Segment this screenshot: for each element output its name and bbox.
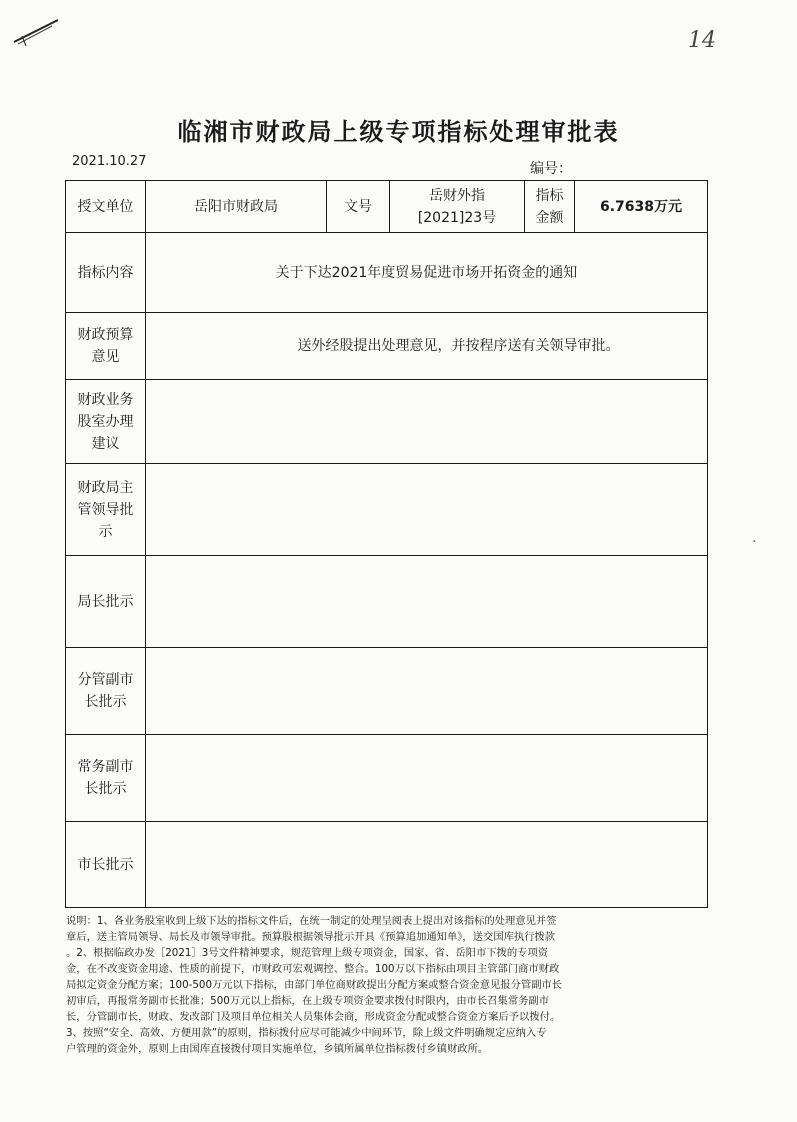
label-line: 示 (98, 523, 113, 540)
form-row (66, 735, 708, 822)
form-row (66, 648, 708, 735)
note-line: 3、按照“安全、高效、方便用款”的原则，指标拨付应尽可能减少中间环节，除上级文件明确规定应纳入专 (66, 1027, 547, 1039)
mayor-label (66, 822, 146, 908)
budget-opinion-value: 送外经股提出处理意见，并按程序送有关领导审批。 (146, 313, 708, 380)
budget-opinion-label (66, 313, 146, 380)
mayor-value (146, 822, 708, 908)
issuer-row (66, 181, 708, 233)
finance-leader-value (146, 464, 708, 556)
scan-corner-mark (12, 14, 62, 48)
business-dept-value (146, 380, 708, 464)
finance-leader-label (66, 464, 146, 556)
note-line: 金，在不改变资金用途、性质的前提下，市财政可宏观调控、整合。100万以下指标由项目主管部门商市财政 (66, 963, 560, 975)
margin-mark: · (752, 534, 757, 550)
label-line: 意见 (91, 349, 120, 365)
director-value (146, 556, 708, 648)
doc-no-value (390, 181, 525, 233)
note-line: 初审后，再报常务副市长批准；500万元以上指标，在上级专项资金要求拨付时限内，由市长召集常务副市 (66, 995, 550, 1007)
amount-label (525, 181, 575, 233)
form-row (66, 380, 708, 464)
label-line: 指标内容 (77, 264, 134, 281)
label-line: 长批示 (84, 694, 127, 710)
label-line: 建议 (91, 435, 120, 452)
page-title: 临湘市财政局上级专项指标处理审批表 (177, 118, 620, 146)
label-line: 财政预算 (77, 327, 134, 343)
doc-no-line2: [2021]23号 (417, 209, 497, 226)
approval-form-table (65, 180, 708, 908)
serial-number-label: 编号： (530, 161, 572, 177)
form-row (66, 556, 708, 648)
label-line: 管领导批 (77, 501, 134, 518)
label-line: 常务副市 (77, 759, 134, 775)
label-line: 市长批示 (77, 856, 134, 873)
form-date: 2021.10.27 (72, 154, 147, 169)
doc-no-label: 文号 (327, 181, 390, 233)
content-label (66, 233, 146, 313)
label-line: 局长批示 (77, 593, 134, 610)
note-line: 长，分管副市长，财政、发改部门及项目单位相关人员集体会商，形成资金分配或整合资金方案后予以拨付。 (66, 1011, 561, 1023)
amount-value: 6.7638万元 (575, 181, 708, 233)
form-row (66, 233, 708, 313)
label-line: 财政局主 (77, 479, 134, 496)
label-line: 长批示 (84, 781, 127, 797)
issuer-label: 授文单位 (66, 181, 146, 233)
director-label (66, 556, 146, 648)
amount-label-line2: 金额 (535, 209, 564, 226)
form-notes (66, 913, 711, 1057)
deputy-mayor-label (66, 648, 146, 735)
page-number: 14 (688, 28, 716, 53)
label-line: 股室办理 (77, 413, 134, 430)
form-row (66, 464, 708, 556)
form-row (66, 313, 708, 380)
executive-deputy-mayor-label (66, 735, 146, 822)
executive-deputy-mayor-value (146, 735, 708, 822)
note-line: 局拟定资金分配方案；100-500万元以下指标，由部门单位商财政提出分配方案或整合资金意见报分管副市长 (66, 979, 563, 991)
note-line: 户管理的资金外，原则上由国库直接拨付项目实施单位，乡镇所属单位指标拨付乡镇财政所。 (66, 1043, 489, 1055)
content-value: 关于下达2021年度贸易促进市场开拓资金的通知 (146, 233, 708, 313)
amount-label-line1: 指标 (535, 187, 564, 204)
note-line: 说明：1、各业务股室收到上级下达的指标文件后，在统一制定的处理呈阅表上提出对该指标的处理意见并签 (66, 915, 557, 927)
form-row (66, 822, 708, 908)
note-line: 章后，送主管局领导、局长及市领导审批。预算股根据领导批示开具《预算追加通知单》，送交国库执行拨款 (66, 931, 556, 943)
issuer-value: 岳阳市财政局 (146, 181, 327, 233)
label-line: 财政业务 (77, 391, 134, 408)
note-line: 。2、根据临政办发［2021］3号文件精神要求，规范管理上级专项资金，国家、省、岳阳市下拨的专项资 (66, 947, 549, 959)
doc-no-line1: 岳财外指 (429, 187, 485, 204)
label-line: 分管副市 (77, 672, 134, 688)
deputy-mayor-value (146, 648, 708, 735)
business-dept-label (66, 380, 146, 464)
